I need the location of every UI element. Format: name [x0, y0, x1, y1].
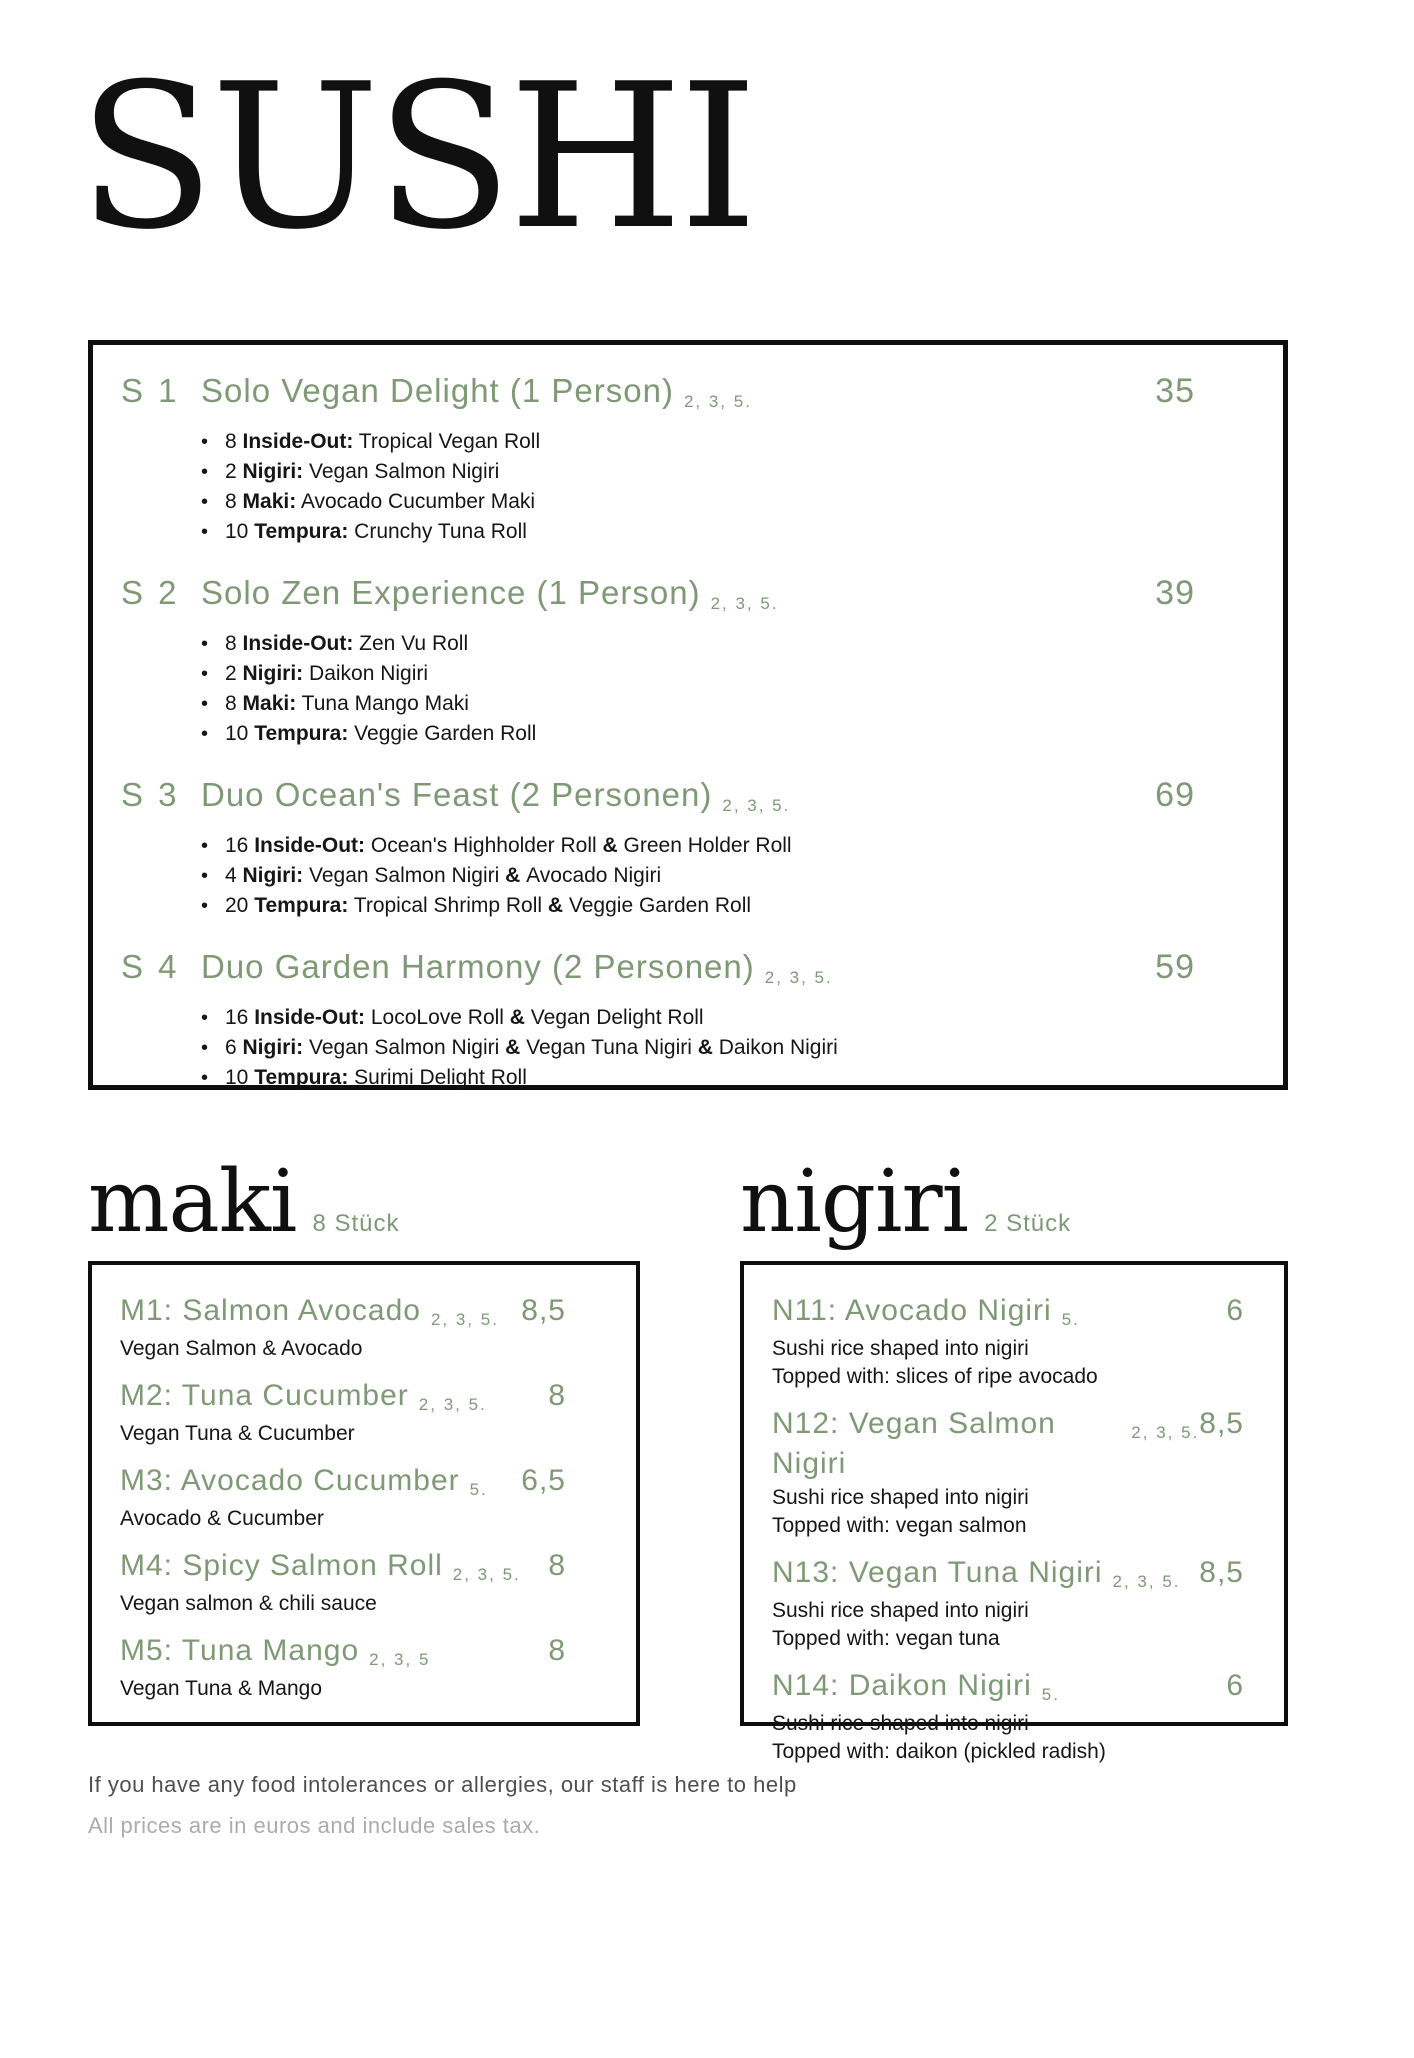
allergen-numbers: 2, 3, 5.	[1131, 1423, 1200, 1443]
nigiri-item-header	[772, 1404, 1256, 1484]
allergen-numbers: 2, 3, 5.	[452, 1565, 521, 1585]
combo-component-line: • 4 Nigiri: Vegan Salmon Nigiri & Avocado Nigiri	[201, 861, 1283, 891]
ampersand-separator: &	[542, 894, 569, 917]
allergen-numbers: 5.	[1041, 1685, 1060, 1705]
combo-price: 69	[1155, 776, 1195, 814]
combo-item	[93, 369, 1283, 547]
allergen-numbers: 5.	[469, 1480, 488, 1500]
nigiri-item	[772, 1553, 1256, 1653]
allergen-numbers: 2, 3, 5.	[1112, 1572, 1181, 1592]
combo-component-line: • 2 Nigiri: Vegan Salmon Nigiri	[201, 457, 1283, 487]
ampersand-separator: &	[596, 834, 624, 857]
maki-title: maki	[88, 1152, 297, 1252]
combo-component-line: • 8 Inside-Out: Tropical Vegan Roll	[201, 427, 1283, 457]
component-type-label: Inside-Out:	[242, 632, 354, 655]
maki-description: Vegan salmon & chili sauce	[120, 1592, 377, 1616]
combo-item-header	[93, 369, 1283, 419]
component-type-label: Inside-Out:	[254, 834, 366, 857]
maki-price: 8	[548, 1379, 566, 1413]
component-type-label: Nigiri:	[242, 460, 304, 483]
ampersand-separator: &	[691, 1036, 719, 1059]
maki-description: Avocado & Cucumber	[120, 1507, 324, 1531]
component-type-label: Tempura:	[254, 1066, 349, 1089]
maki-box	[88, 1261, 640, 1726]
ampersand-separator: &	[499, 864, 527, 887]
maki-price: 8,5	[521, 1294, 566, 1328]
combo-code: S 4	[121, 948, 180, 985]
nigiri-item	[772, 1404, 1256, 1540]
maki-item-header	[120, 1376, 608, 1420]
maki-item-header	[120, 1291, 608, 1335]
nigiri-item-header	[772, 1291, 1256, 1335]
combo-component-line: • 10 Tempura: Crunchy Tuna Roll	[201, 517, 1283, 547]
nigiri-name: N11: Avocado Nigiri	[772, 1294, 1052, 1328]
component-type-label: Nigiri:	[242, 864, 304, 887]
combo-price: 59	[1155, 948, 1195, 986]
nigiri-title: nigiri	[740, 1152, 969, 1252]
combo-component-line: • 8 Inside-Out: Zen Vu Roll	[201, 629, 1283, 659]
maki-piece-count: 8 Stück	[312, 1210, 400, 1237]
component-type-label: Tempura:	[254, 722, 349, 745]
nigiri-item-header	[772, 1553, 1256, 1597]
ampersand-separator: &	[499, 1036, 527, 1059]
nigiri-description: Sushi rice shaped into nigiri	[772, 1712, 1029, 1736]
combo-item	[93, 945, 1283, 1093]
nigiri-item	[772, 1666, 1256, 1766]
nigiri-header	[740, 1152, 1288, 1252]
combo-component-line: • 8 Maki: Tuna Mango Maki	[201, 689, 1283, 719]
component-type-label: Nigiri:	[242, 662, 304, 685]
combo-components	[93, 831, 1283, 921]
component-type-label: Maki:	[242, 490, 297, 513]
maki-item	[120, 1291, 608, 1363]
nigiri-price: 6	[1226, 1294, 1244, 1328]
combo-price: 35	[1155, 372, 1195, 410]
maki-description: Vegan Tuna & Cucumber	[120, 1422, 355, 1446]
maki-item	[120, 1461, 608, 1533]
component-type-label: Maki:	[242, 692, 297, 715]
nigiri-name: N14: Daikon Nigiri	[772, 1669, 1032, 1703]
ampersand-separator: &	[503, 1006, 531, 1029]
allergen-numbers: 2, 3, 5.	[430, 1310, 499, 1330]
nigiri-description: Topped with: daikon (pickled radish)	[772, 1740, 1106, 1764]
combo-component-line: • 16 Inside-Out: LocoLove Roll & Vegan Delight Roll	[201, 1003, 1283, 1033]
maki-price: 6,5	[521, 1464, 566, 1498]
nigiri-name: N13: Vegan Tuna Nigiri	[772, 1556, 1103, 1590]
price-tax-notice: All prices are in euros and include sales tax.	[88, 1813, 541, 1839]
combo-sets-box	[88, 340, 1288, 1090]
allergen-numbers: 2, 3, 5.	[418, 1395, 487, 1415]
maki-name: M2: Tuna Cucumber	[120, 1379, 409, 1413]
allergen-numbers: 2, 3, 5	[369, 1650, 431, 1670]
combo-component-line: • 6 Nigiri: Vegan Salmon Nigiri & Vegan Tuna Nigiri & Daikon Nigiri	[201, 1033, 1283, 1063]
combo-component-line: • 16 Inside-Out: Ocean's Highholder Roll & Green Holder Roll	[201, 831, 1283, 861]
combo-item	[93, 773, 1283, 921]
allergen-numbers: 2, 3, 5.	[710, 594, 779, 613]
maki-description: Vegan Salmon & Avocado	[120, 1337, 363, 1361]
maki-name: M5: Tuna Mango	[120, 1634, 360, 1668]
combo-name: Solo Vegan Delight (1 Person)	[201, 372, 674, 409]
nigiri-description: Topped with: slices of ripe avocado	[772, 1365, 1098, 1389]
maki-item	[120, 1631, 608, 1703]
maki-item-header	[120, 1631, 608, 1675]
combo-component-line: • 2 Nigiri: Daikon Nigiri	[201, 659, 1283, 689]
combo-item	[93, 571, 1283, 749]
combo-name: Duo Ocean's Feast (2 Personen)	[201, 776, 713, 813]
nigiri-item	[772, 1291, 1256, 1391]
combo-component-line: • 10 Tempura: Veggie Garden Roll	[201, 719, 1283, 749]
combo-component-line: • 10 Tempura: Surimi Delight Roll	[201, 1063, 1283, 1093]
component-type-label: Inside-Out:	[242, 430, 354, 453]
maki-name: M1: Salmon Avocado	[120, 1294, 421, 1328]
maki-price: 8	[548, 1634, 566, 1668]
maki-item-header	[120, 1461, 608, 1505]
nigiri-piece-count: 2 Stück	[984, 1210, 1072, 1237]
allergen-numbers: 2, 3, 5.	[683, 392, 752, 411]
nigiri-item-header	[772, 1666, 1256, 1710]
nigiri-name: N12: Vegan Salmon Nigiri	[772, 1407, 1056, 1481]
combo-price: 39	[1155, 574, 1195, 612]
nigiri-description: Topped with: vegan tuna	[772, 1627, 1000, 1651]
combo-components	[93, 427, 1283, 547]
nigiri-description: Sushi rice shaped into nigiri	[772, 1337, 1029, 1361]
maki-name: M3: Avocado Cucumber	[120, 1464, 460, 1498]
maki-header	[88, 1152, 640, 1252]
nigiri-price: 8,5	[1199, 1556, 1244, 1590]
page-title: SUSHI	[78, 41, 754, 274]
nigiri-description: Sushi rice shaped into nigiri	[772, 1486, 1029, 1510]
combo-component-line: • 8 Maki: Avocado Cucumber Maki	[201, 487, 1283, 517]
combo-code: S 2	[121, 574, 180, 611]
maki-column	[88, 1152, 640, 1726]
nigiri-description: Sushi rice shaped into nigiri	[772, 1599, 1029, 1623]
nigiri-description: Topped with: vegan salmon	[772, 1514, 1027, 1538]
nigiri-box	[740, 1261, 1288, 1764]
nigiri-price: 8,5	[1199, 1407, 1244, 1441]
component-type-label: Nigiri:	[242, 1036, 304, 1059]
combo-component-line: • 20 Tempura: Tropical Shrimp Roll & Veggie Garden Roll	[201, 891, 1283, 921]
lower-sections	[88, 1152, 1326, 1764]
component-type-label: Inside-Out:	[254, 1006, 366, 1029]
combo-components	[93, 1003, 1283, 1093]
component-type-label: Tempura:	[254, 520, 349, 543]
combo-name: Solo Zen Experience (1 Person)	[201, 574, 701, 611]
maki-name: M4: Spicy Salmon Roll	[120, 1549, 443, 1583]
maki-price: 8	[548, 1549, 566, 1583]
menu-page	[0, 41, 1414, 1839]
component-type-label: Tempura:	[254, 894, 349, 917]
combo-item-header	[93, 571, 1283, 621]
allergen-numbers: 2, 3, 5.	[764, 968, 833, 987]
maki-description: Vegan Tuna & Mango	[120, 1677, 322, 1701]
footer	[88, 1772, 1326, 1839]
allergen-numbers: 5.	[1061, 1310, 1080, 1330]
combo-code: S 3	[121, 776, 180, 813]
maki-item	[120, 1546, 608, 1618]
combo-name: Duo Garden Harmony (2 Personen)	[201, 948, 755, 985]
combo-item-header	[93, 773, 1283, 823]
nigiri-price: 6	[1226, 1669, 1244, 1703]
nigiri-column	[740, 1152, 1288, 1764]
allergen-numbers: 2, 3, 5.	[722, 796, 791, 815]
combo-code: S 1	[121, 372, 180, 409]
maki-item	[120, 1376, 608, 1448]
allergy-notice: If you have any food intolerances or allergies, our staff is here to help	[88, 1772, 797, 1798]
maki-item-header	[120, 1546, 608, 1590]
combo-components	[93, 629, 1283, 749]
combo-item-header	[93, 945, 1283, 995]
